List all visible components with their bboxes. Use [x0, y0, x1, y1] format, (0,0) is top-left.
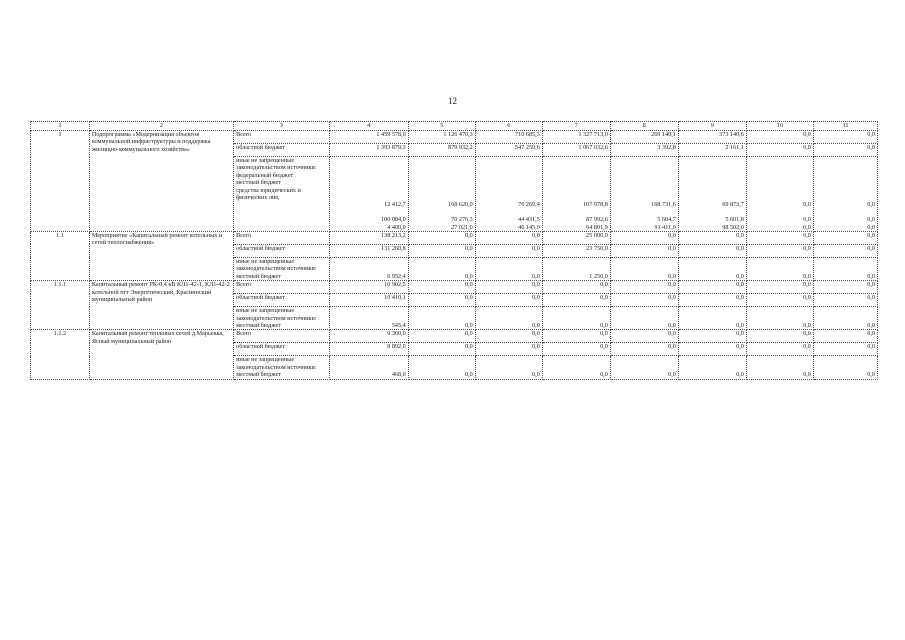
amount-value: 12 412,7 — [384, 201, 406, 209]
amount-cell: 1 067 032,6 — [542, 144, 610, 157]
spacer — [545, 164, 608, 171]
spacer — [816, 187, 875, 194]
amount-cell: 8 892,0 — [329, 343, 408, 356]
amount-cell: 2 161,1 — [678, 144, 746, 157]
amount-cell: 0,0 — [746, 343, 813, 356]
header-cell: 7 — [542, 122, 610, 131]
amount-value: 98 502,0 — [722, 223, 744, 231]
amount-cell: 879 932,2 — [408, 144, 475, 157]
budget-table — [30, 121, 878, 380]
spacer — [749, 172, 811, 179]
amount-cell: 0,0 — [610, 244, 678, 257]
amount-value: 107 978,8 — [583, 201, 608, 209]
amount-value: 5 604,7 — [657, 216, 676, 224]
amount-value: 0,0 — [867, 201, 875, 209]
amount-cell: 0,0 — [408, 231, 475, 244]
amount-cell: 0,0 — [678, 330, 746, 343]
spacer — [411, 164, 473, 171]
amount-cell: 0,0 — [542, 356, 610, 379]
amount-value: 168 620,0 — [448, 201, 473, 209]
spacer — [613, 164, 676, 171]
amount-cell: 0,0 — [408, 281, 475, 294]
funding-source-group — [234, 356, 329, 379]
spacer — [478, 187, 540, 194]
spacer — [411, 179, 473, 186]
amount-cell: 0,0 — [746, 244, 813, 257]
amount-cell: 547 259,6 — [475, 144, 542, 157]
funding-source: местный бюджет — [236, 321, 281, 329]
spacer — [613, 157, 676, 164]
spacer — [545, 194, 608, 201]
amount-cell: 0,0 — [678, 281, 746, 294]
amount-cell: 0,0 — [813, 144, 877, 157]
amount-value: 70 276,3 — [451, 216, 473, 224]
spacer — [816, 172, 875, 179]
spacer — [332, 209, 406, 216]
header-cell: 6 — [475, 122, 542, 131]
amount-cell: 0,0 — [475, 231, 542, 244]
item-name: Мероприятие «Капитальный ремонт котельных и сетей теплоснабжения» — [89, 231, 233, 280]
header-cell: 2 — [89, 122, 233, 131]
table-row — [31, 131, 878, 144]
amount-cell: 1 393 879,3 — [329, 144, 408, 157]
funding-source: иные не запрещенные законодательством источники: — [236, 356, 317, 371]
amount-value: 5 601,8 — [725, 216, 744, 224]
header-cell: 8 — [610, 122, 678, 131]
amount-value: 4 400,0 — [387, 223, 406, 231]
funding-source: иные не запрещенные законодательством источники: — [236, 157, 317, 172]
amount-cell: 0,0 — [678, 244, 746, 257]
amount-cell: 0,0 — [746, 131, 813, 144]
amount-cell: 0,0 — [610, 330, 678, 343]
spacer — [332, 179, 406, 186]
spacer — [545, 157, 608, 164]
amount-cell: 0,0 — [813, 356, 877, 379]
amount-cell: 0,0 — [610, 294, 678, 307]
spacer — [681, 157, 744, 164]
page-number: 12 — [448, 96, 457, 106]
amount-cell — [813, 157, 877, 232]
amount-cell: 9 360,0 — [329, 330, 408, 343]
amount-cell: 0,0 — [542, 343, 610, 356]
amount-cell: 0,0 — [678, 307, 746, 330]
amount-cell: 0,0 — [542, 281, 610, 294]
item-name: Подпрограмма «Модернизация объектов коммунальной инфраструктуры и поддержка жилищно-коммунального хозяйства» — [89, 131, 233, 232]
amount-value: 69 873,7 — [722, 201, 744, 209]
amount-cell: 0,0 — [408, 330, 475, 343]
amount-cell: 0,0 — [475, 343, 542, 356]
amount-cell: 0,0 — [610, 343, 678, 356]
amount-cell: 0,0 — [746, 330, 813, 343]
spacer — [681, 164, 744, 171]
spacer — [545, 179, 608, 186]
spacer — [749, 179, 811, 186]
spacer — [478, 179, 540, 186]
spacer — [478, 209, 540, 216]
spacer — [332, 194, 406, 201]
amount-cell: 710 685,3 — [475, 131, 542, 144]
spacer — [749, 187, 811, 194]
funding-source: областной бюджет — [234, 343, 329, 356]
spacer — [332, 172, 406, 179]
amount-cell: 0,0 — [408, 307, 475, 330]
spacer — [681, 209, 744, 216]
amount-cell: 0,0 — [746, 281, 813, 294]
spacer — [411, 209, 473, 216]
amount-cell: 0,0 — [813, 281, 877, 294]
amount-cell: 0,0 — [746, 307, 813, 330]
amount-cell: 0,0 — [813, 294, 877, 307]
spacer — [816, 179, 875, 186]
funding-source: местный бюджет — [236, 179, 281, 187]
spacer — [411, 187, 473, 194]
funding-source: Всего — [234, 131, 329, 144]
amount-cell: 0,0 — [813, 244, 877, 257]
amount-cell: 0,0 — [408, 257, 475, 280]
spacer — [332, 187, 406, 194]
funding-source: иные не запрещенные законодательством источники: — [236, 307, 317, 322]
amount-value: 87 992,6 — [586, 216, 608, 224]
amount-cell: 0,0 — [610, 257, 678, 280]
funding-source-group — [234, 157, 329, 232]
header-cell: 4 — [329, 122, 408, 131]
spacer — [332, 164, 406, 171]
spacer — [411, 172, 473, 179]
amount-cell: 0,0 — [746, 356, 813, 379]
amount-value: 91 411,0 — [654, 223, 676, 231]
header-row — [31, 122, 878, 131]
amount-cell: 373 140,6 — [678, 131, 746, 144]
amount-cell: 0,0 — [610, 281, 678, 294]
header-cell: 3 — [234, 122, 329, 131]
amount-cell: 25 000,0 — [542, 231, 610, 244]
amount-cell: 131 260,8 — [329, 244, 408, 257]
amount-cell: 545,4 — [329, 307, 408, 330]
item-number: 1.1 — [31, 231, 90, 280]
spacer — [816, 209, 875, 216]
spacer — [613, 179, 676, 186]
spacer — [613, 194, 676, 201]
amount-cell: 0,0 — [475, 244, 542, 257]
spacer — [613, 172, 676, 179]
spacer — [816, 194, 875, 201]
amount-cell: 0,0 — [475, 294, 542, 307]
spacer — [545, 187, 608, 194]
funding-source-group — [234, 307, 329, 330]
amount-cell: 0,0 — [813, 307, 877, 330]
amount-cell — [408, 157, 475, 232]
amount-cell: 0,0 — [678, 294, 746, 307]
spacer — [613, 209, 676, 216]
amount-cell: 138 213,2 — [329, 231, 408, 244]
amount-cell: 1 250,0 — [542, 257, 610, 280]
spacer — [749, 164, 811, 171]
amount-cell — [746, 157, 813, 232]
spacer — [478, 157, 540, 164]
amount-value: 0,0 — [867, 223, 875, 231]
spacer — [411, 194, 473, 201]
spacer — [681, 179, 744, 186]
amount-cell — [329, 157, 408, 232]
amount-cell: 0,0 — [746, 231, 813, 244]
amount-cell: 0,0 — [475, 356, 542, 379]
amount-cell: 0,0 — [475, 281, 542, 294]
amount-cell: 0,0 — [746, 294, 813, 307]
funding-source: областной бюджет — [234, 244, 329, 257]
header-cell: 11 — [813, 122, 877, 131]
header-cell: 1 — [31, 122, 90, 131]
amount-cell: 1 126 470,3 — [408, 131, 475, 144]
table-row — [31, 330, 878, 343]
amount-value: 44 431,5 — [518, 216, 540, 224]
amount-value: 46 145,0 — [518, 223, 540, 231]
funding-source: средства юридических и физических лиц — [236, 186, 301, 202]
spacer — [478, 164, 540, 171]
amount-value: 0,0 — [867, 216, 875, 224]
amount-cell: 6 952,4 — [329, 257, 408, 280]
amount-cell: 0,0 — [813, 343, 877, 356]
amount-cell: 468,0 — [329, 356, 408, 379]
amount-cell: 1 327 713,0 — [542, 131, 610, 144]
amount-cell: 0,0 — [542, 294, 610, 307]
spacer — [478, 172, 540, 179]
amount-value: 168 731,6 — [651, 201, 676, 209]
amount-cell: 0,0 — [813, 231, 877, 244]
funding-source: Всего — [234, 281, 329, 294]
funding-source: областной бюджет — [234, 144, 329, 157]
amount-cell: 0,0 — [746, 257, 813, 280]
funding-source: местный бюджет — [236, 272, 281, 280]
amount-value: 0,0 — [803, 223, 811, 231]
spacer — [816, 164, 875, 171]
amount-cell: 0,0 — [813, 257, 877, 280]
item-number: 1.1.2 — [31, 330, 90, 379]
spacer — [681, 194, 744, 201]
amount-cell: 0,0 — [746, 144, 813, 157]
amount-cell: 0,0 — [813, 131, 877, 144]
amount-cell: 0,0 — [678, 231, 746, 244]
amount-cell: 0,0 — [542, 307, 610, 330]
amount-cell: 0,0 — [475, 257, 542, 280]
spacer — [816, 157, 875, 164]
funding-source: федеральный бюджет — [236, 171, 294, 179]
funding-source: Всего — [234, 231, 329, 244]
item-number: 1.1.1 — [31, 281, 90, 330]
amount-value: 100 084,0 — [381, 216, 406, 224]
amount-cell — [610, 157, 678, 232]
item-name: Капитальный ремонт тепловых сетей д.Марьевка, Ясный муниципальный район — [89, 330, 233, 379]
amount-cell: 0,0 — [610, 307, 678, 330]
amount-cell: 0,0 — [408, 244, 475, 257]
amount-cell: 0,0 — [408, 294, 475, 307]
amount-cell: 0,0 — [542, 330, 610, 343]
spacer — [681, 187, 744, 194]
amount-cell: 0,0 — [813, 330, 877, 343]
amount-cell: 10 902,5 — [329, 281, 408, 294]
amount-cell: 269 140,1 — [610, 131, 678, 144]
funding-source: иные не запрещенные законодательством источники: — [236, 257, 317, 273]
spacer — [545, 209, 608, 216]
amount-cell: 0,0 — [610, 356, 678, 379]
header-cell: 9 — [678, 122, 746, 131]
spacer — [545, 172, 608, 179]
amount-cell — [542, 157, 610, 232]
amount-cell: 10 410,1 — [329, 294, 408, 307]
spacer — [332, 157, 406, 164]
amount-cell: 0,0 — [408, 343, 475, 356]
funding-source: местный бюджет — [236, 371, 281, 379]
amount-cell — [678, 157, 746, 232]
spacer — [749, 194, 811, 201]
amount-cell: 0,0 — [678, 356, 746, 379]
amount-cell: 0,0 — [678, 257, 746, 280]
amount-value: 0,0 — [803, 201, 811, 209]
amount-cell: 0,0 — [475, 307, 542, 330]
table-row — [31, 231, 878, 244]
spacer — [411, 157, 473, 164]
amount-value: 64 801,9 — [586, 223, 608, 231]
amount-value: 76 269,4 — [518, 201, 540, 209]
funding-source: областной бюджет — [234, 294, 329, 307]
spacer — [749, 209, 811, 216]
funding-source: Всего — [234, 330, 329, 343]
amount-value: 27 021,0 — [451, 223, 473, 231]
amount-cell: 0,0 — [610, 231, 678, 244]
item-name: Капитальный ремонт РК-0,4 кВ КЛ1-42-1, КЛ1-42-2 котельной пгт Энергетический, Краснинский муниципальный район — [89, 281, 233, 330]
spacer — [681, 172, 744, 179]
amount-cell: 23 750,0 — [542, 244, 610, 257]
item-number: 1 — [31, 131, 90, 232]
amount-cell: 1 459 578,0 — [329, 131, 408, 144]
spacer — [613, 187, 676, 194]
amount-cell — [475, 157, 542, 232]
amount-value: 0,0 — [803, 216, 811, 224]
spacer — [478, 194, 540, 201]
amount-cell: 3 392,8 — [610, 144, 678, 157]
amount-cell: 0,0 — [678, 343, 746, 356]
header-cell: 5 — [408, 122, 475, 131]
amount-cell: 0,0 — [475, 330, 542, 343]
header-cell: 10 — [746, 122, 813, 131]
funding-source-group — [234, 257, 329, 280]
amount-cell: 0,0 — [408, 356, 475, 379]
table-row — [31, 281, 878, 294]
spacer — [749, 157, 811, 164]
